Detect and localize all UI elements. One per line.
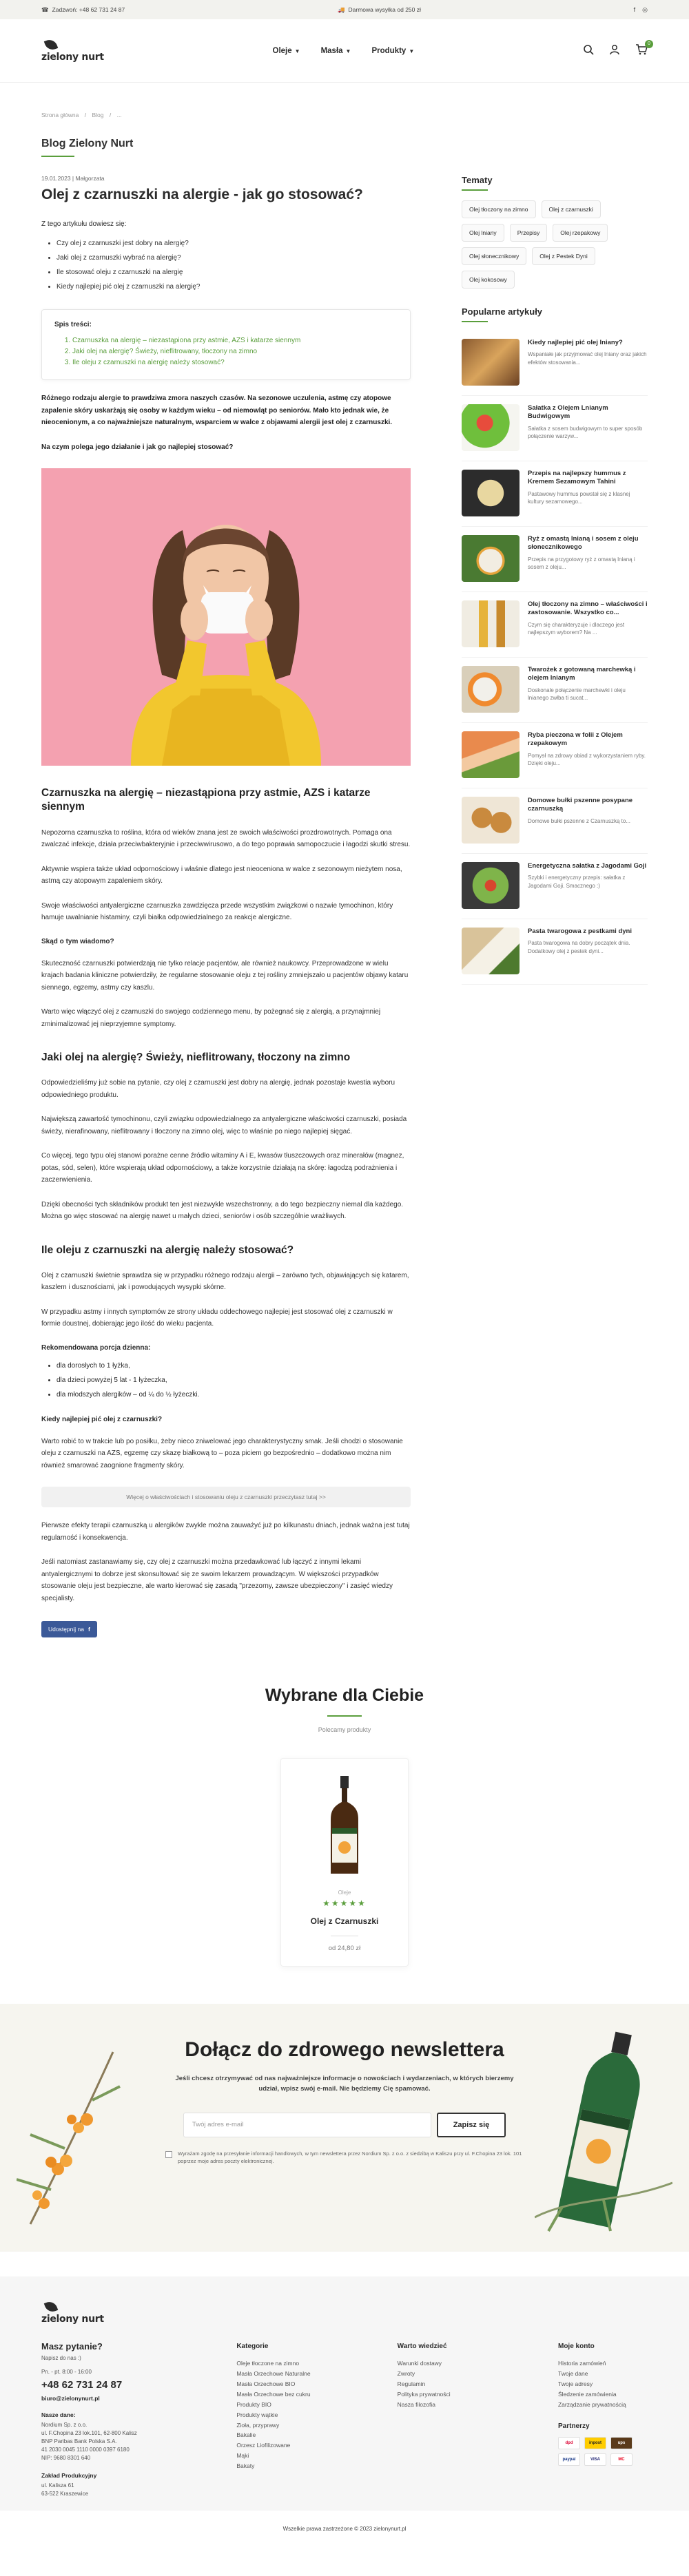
footer-col-info: [398, 2301, 487, 2498]
paragraph: W przypadku astmy i innych symptomów ze strony układu oddechowego najlepiej jest stosować olej z czarnuszki w formie doustnej, dobierając jego ilość do wieku pacjenta.: [41, 1308, 393, 1328]
paragraph: Dzięki obecności tych składników produkt ten jest niezwykle wszechstronny, a do tego bezpieczny niemal dla każdego. Można go więc stosować na alergię nawet u małych dzieci, seniorów i osób szczególnie wrażliwych.: [41, 1200, 404, 1221]
cart-count-badge: 0: [645, 40, 653, 48]
footer-factory-title: Zakład Produkcyjny: [41, 2472, 97, 2480]
cart-button[interactable]: [635, 41, 650, 58]
subheading: Skąd o tym wiadomo?: [41, 937, 114, 945]
article-thumbnail: [462, 535, 520, 582]
footer-logo[interactable]: [41, 2301, 165, 2325]
leaf-icon: [44, 37, 59, 52]
list-item: • Ile stosować oleju z czarnuszki na alergię: [56, 265, 411, 280]
article-thumbnail: [462, 928, 520, 974]
footer-link[interactable]: Masła Orzechowe Naturalne: [236, 2370, 311, 2378]
tag[interactable]: Olej z czarnuszki: [542, 200, 601, 218]
share-facebook-button[interactable]: [41, 1621, 97, 1637]
breadcrumb-sep: /: [109, 112, 112, 118]
paragraph: Warto robić to w trakcie lub po posiłku, żeby nieco zniwelować jego charakterystyczny smak. Jeśli chodzi o stosowanie oleju z czarnuszki na AZS, egzemę czy skazę białkową to – poza piciem go bezpośrednio – dodatkowo można nim również smarować zaognione fragmenty skóry.: [41, 1437, 403, 1469]
tag-list: [462, 200, 648, 289]
title-underline: [462, 189, 488, 191]
popular-article[interactable]: [462, 592, 648, 658]
popular-title: Popularne artykuły: [462, 306, 543, 317]
nav-item-produkty[interactable]: [371, 47, 414, 55]
popular-article-desc: Domowe bułki pszenne z Czarnuszką to...: [528, 817, 630, 824]
tag[interactable]: Olej lniany: [462, 224, 504, 242]
paragraph: Nepozorna czarnuszka to roślina, która od wieków znana jest ze swoich właściwości prozdrowotnych. Pomaga ona zwalczać infekcje, działa przeciwbakteryjnie i przeciwwirusowo, a do tego poprawia samopoczucie i łagodzi skutki stresu.: [41, 828, 411, 849]
dpd-logo: dpd: [558, 2437, 580, 2449]
toc-link[interactable]: 1. Czarnuszka na alergię – niezastąpiona przy astmie, AZS i katarze siennym: [72, 335, 398, 346]
user-icon[interactable]: [609, 44, 620, 58]
popular-article-desc: Sałatka z sosem budwigowym to super sposób połączenie warzyw...: [528, 425, 643, 440]
tag[interactable]: Olej tłoczony na zimno: [462, 200, 536, 218]
recommended-section: [41, 1686, 648, 1967]
subheading: Kiedy najlepiej pić olej z czarnuszki?: [41, 1415, 163, 1423]
popular-article[interactable]: [462, 527, 648, 592]
popular-article[interactable]: [462, 461, 648, 527]
list-item: • Czy olej z czarnuszki jest dobry na alergię?: [56, 236, 411, 251]
popular-article-title: Olej tłoczony na zimno – właściwości i zastosowanie. Wszystko co...: [528, 600, 648, 617]
popular-article-title: Sałatka z Olejem Lnianym Budwigowym: [528, 404, 608, 421]
article-thumbnail: [462, 862, 520, 909]
sea-buckthorn-branch-illustration: [17, 2031, 127, 2238]
paragraph: Największą zawartość tymochinonu, czyli związku odpowiedzialnego za antyalergiczne właściwości czarnuszki, posiada świeży, nierafinowany, nieflitrowany i tłoczony na zimno olej, więc to właśnie po niego najlepiej sięgać.: [41, 1116, 407, 1135]
popular-article[interactable]: [462, 396, 648, 461]
dose-list: [41, 1359, 411, 1402]
hero-image-woman-sneezing: [41, 468, 411, 766]
phone-icon: ☎: [41, 6, 49, 13]
tag[interactable]: Olej kokosowy: [462, 271, 515, 289]
product-name[interactable]: Olej z Czarnuszki: [310, 1916, 379, 1927]
footer-link[interactable]: Zioła, przyprawy: [236, 2421, 280, 2429]
topbar-shipping: [338, 6, 421, 14]
popular-article[interactable]: [462, 331, 648, 396]
footer-col-title: Moje konto: [557, 2343, 595, 2351]
footer-link[interactable]: Produkty wątkie: [236, 2411, 278, 2418]
consent-text: Wyrażam zgodę na przesyłanie informacji handlowych, w tym newslettera przez Nordium Sp. z o.o. z siedzibą w Kaliszu przy ul. F.Chopina 23 lok. 101 poprzez moje adres poczty elektronicznej.: [178, 2150, 522, 2164]
share-label: Udostępnij na: [48, 1626, 84, 1633]
list-item: • dla młodszych alergików – od ¼ do ½ łyżeczki.: [56, 1388, 411, 1402]
dose-title: Rekomendowana porcja dzienna:: [41, 1343, 151, 1352]
facebook-icon: f: [88, 1626, 90, 1633]
topbar-shipping-label: Darmowa wysyłka od 250 zł: [348, 6, 421, 13]
mastercard-logo: MC: [610, 2453, 633, 2466]
breadcrumb-blog[interactable]: Blog: [92, 112, 104, 118]
popular-article-desc: Czym się charakteryzuje i dlaczego jest najlepszym wyborem? Na ...: [528, 621, 625, 636]
footer-email[interactable]: biuro@zielonynurt.pl: [41, 2395, 100, 2402]
popular-article[interactable]: [462, 788, 648, 854]
footer-link[interactable]: Historia zamówień: [557, 2360, 606, 2367]
popular-article-title: Energetyczna sałatka z Jagodami Goji: [528, 862, 647, 870]
truck-icon: 🚚: [337, 6, 345, 13]
header-actions: [583, 41, 650, 58]
popular-article-desc: Pomysł na zdrowy obiad z wykorzystaniem ryby. Dzięki oleju...: [528, 752, 646, 767]
subscribe-button[interactable]: Zapisz się: [437, 2113, 506, 2137]
popular-article-desc: Pasta twarogowa na dobry początek dnia. Dodatkowy olej z pestek dyni...: [528, 940, 630, 954]
popular-article-desc: Przepis na przygotowy ryż z omastą lnianą i sosem z oleju...: [528, 556, 635, 571]
recommended-subtitle: Polecamy produkty: [318, 1726, 371, 1734]
section-heading: Ile oleju z czarnuszki na alergię należy stosować?: [41, 1244, 294, 1256]
product-category: Oleje: [338, 1889, 351, 1896]
footer-link[interactable]: Orzesz Liofilizowane: [236, 2442, 291, 2449]
footer-link[interactable]: Mąki: [236, 2452, 249, 2460]
instagram-icon[interactable]: ◎: [642, 6, 648, 13]
article: [41, 175, 411, 1637]
popular-article[interactable]: [462, 919, 648, 985]
popular-article-title: Ryba pieczona w folii z Olejem rzepakowym: [528, 731, 623, 748]
footer-factory: ul. Kalisza 61 63-522 Kraszewice: [41, 2482, 89, 2498]
newsletter-description: Jeśli chcesz otrzymywać od nas najważniejsze informacje o nowościach i wydarzeniach, w których bierzemy udział, wpisz swój e-mail. Nie będziemy Cię spamować.: [175, 2075, 514, 2093]
consent-checkbox[interactable]: [165, 2151, 172, 2158]
article-thumbnail: [462, 797, 520, 844]
sidebar: [462, 175, 648, 1637]
popular-article-title: Domowe bułki pszenne posypane czarnuszką: [528, 797, 633, 813]
popular-article-desc: Szybki i energetyczny przepis: sałatka z Jagodami Goji. Smacznego :): [528, 875, 626, 889]
email-input[interactable]: Twój adres e-mail: [183, 2113, 431, 2137]
main-nav: [273, 47, 415, 55]
list-item: • dla dzieci powyżej 5 lat - 1 łyżeczka,: [56, 1373, 411, 1388]
toc-title: Spis treści:: [54, 321, 92, 329]
footer-address: Nordium Sp. z o.o. ul. F.Chopina 23 lok.101, 62-800 Kalisz BNP Paribas Bank Polska S.A. 41 2030 0045 1110 0000 0397 6180 NIP: 9680 8301 640: [41, 2422, 137, 2462]
article-thumbnail: [462, 404, 520, 451]
newsletter-section: [0, 2004, 689, 2252]
title-underline: [327, 1715, 362, 1717]
footer-link[interactable]: Regulamin: [397, 2380, 426, 2388]
popular-article-title: Kiedy najlepiej pić olej lniany?: [528, 339, 623, 346]
popular-article-desc: Pastawowy hummus powstał się z klasnej kultury sezamowego...: [528, 490, 630, 505]
popular-list: [462, 331, 648, 985]
paragraph: Swoje właściwości antyalergiczne czarnuszka zawdzięcza przede wszystkim związkowi o nazwie tymochinon, który hamuje uwalnianie histaminy, czyli białka odpowiedzialnego za reakcje alergiczne.: [41, 901, 393, 922]
tag[interactable]: Olej słonecznikowy: [462, 247, 526, 265]
tag[interactable]: Przepisy: [510, 224, 548, 242]
topbar-phone[interactable]: [41, 6, 125, 14]
footer-address-title: Nasze dane:: [41, 2411, 76, 2419]
breadcrumb: [41, 112, 648, 118]
popular-article-title: Ryż z omastą lnianą i sosem z oleju słonecznikowego: [528, 535, 639, 552]
footer-hours2: Pn. - pt. 8:00 - 16:00: [41, 2369, 92, 2376]
article-thumbnail: [462, 470, 520, 516]
footer-link[interactable]: Masła Orzechowe BIO: [236, 2380, 296, 2388]
tag[interactable]: Olej rzepakowy: [553, 224, 608, 242]
footer-link[interactable]: Zwroty: [397, 2370, 415, 2378]
footer-link[interactable]: Polityka prywatności: [397, 2390, 451, 2398]
chevron-down-icon: ▼: [294, 48, 300, 54]
footer-link[interactable]: Nasza filozofia: [397, 2400, 435, 2408]
popular-article-desc: Wspaniałe jak przyjmować olej lniany oraz jakich efektów stosowania...: [528, 351, 647, 366]
popular-article[interactable]: [462, 723, 648, 788]
popular-article-title: Pasta twarogowa z pestkami dyni: [528, 928, 632, 935]
paragraph: Odpowiedzieliśmy już sobie na pytanie, czy olej z czarnuszki jest dobry na alergię, jednak pozostaje kwestia wyboru odpowiedniego produktu.: [41, 1079, 395, 1099]
breadcrumb-current: ...: [116, 112, 122, 118]
toc-link[interactable]: 3. Ile oleju z czarnuszki na alergię należy stosować?: [72, 357, 398, 368]
popular-article[interactable]: [462, 658, 648, 723]
footer-link[interactable]: Śledzenie zamówienia: [557, 2390, 617, 2398]
facebook-icon[interactable]: f: [633, 6, 636, 13]
site-footer: [0, 2276, 689, 2511]
nav-label: Oleje: [272, 46, 292, 55]
chevron-down-icon: ▼: [409, 48, 415, 54]
title-underline: [41, 156, 74, 157]
intro-label: Z tego artykułu dowiesz się:: [41, 220, 127, 229]
footer-link[interactable]: Warunki dostawy: [397, 2360, 442, 2367]
paypal-logo: paypal: [558, 2453, 580, 2466]
copyright: Wszelkie prawa zastrzeżone © 2023 zielonynurt.pl: [282, 2526, 407, 2533]
article-thumbnail: [462, 600, 520, 647]
footer-col-categories: [236, 2301, 326, 2498]
nav-item-oleje[interactable]: [273, 47, 300, 55]
paragraph: Aktywnie wspiera także układ odpornościowy i właśnie dlatego jest nieoceniona w walce z sezonowym nieżytem nosa, astmą czy atopowym zapaleniem skóry.: [41, 865, 402, 886]
paragraph: Co więcej, tego typu olej stanowi porażne cenne źródło witaminy A i E, kwasów tłuszczowych oraz minerałów (magnez, potas, sód, selen), które wspierają układ odpornościowy, a także korzystnie działają na skórę: łagodzą podrażnienia i zaczerwienienia.: [41, 1152, 404, 1184]
article-question: Na czym polega jego działanie i jak go najlepiej stosować?: [41, 443, 234, 451]
product-image: [288, 1770, 401, 1880]
product-price: od 24,80 zł: [328, 1945, 361, 1953]
tags-title: Tematy: [462, 175, 493, 185]
inpost-logo: inpost: [584, 2437, 606, 2449]
visa-logo: VISA: [584, 2453, 606, 2466]
social-links: [634, 6, 648, 14]
chevron-down-icon: ▼: [345, 48, 351, 54]
blog-title: Blog Zielony Nurt: [41, 138, 134, 149]
popular-article[interactable]: [462, 854, 648, 919]
footer-link[interactable]: Zarządzanie prywatnością: [557, 2400, 626, 2408]
nav-label: Masła: [320, 46, 343, 55]
oil-bottle-illustration: [535, 2024, 672, 2238]
breadcrumb-sep: /: [84, 112, 87, 118]
product-card[interactable]: [280, 1758, 409, 1967]
footer-col-title: Warto wiedzieć: [397, 2343, 447, 2351]
article-meta: 19.01.2023 | Małgorzata: [41, 175, 105, 182]
article-title: Olej z czarnuszki na alergie - jak go stosować?: [41, 187, 363, 202]
topbar-phone-label: Zadzwoń: +48 62 731 24 87: [52, 6, 125, 13]
newsletter-consent: [165, 2150, 524, 2166]
footer-col-account: [558, 2301, 648, 2498]
footer-link[interactable]: Masła Orzechowe bez cukru: [236, 2390, 311, 2398]
footer-link[interactable]: Oleje tłoczone na zimno: [236, 2360, 300, 2367]
logo-text: zielony nurt: [41, 51, 104, 63]
recommended-title: Wybrane dla Ciebie: [265, 1686, 424, 1706]
title-underline: [462, 321, 488, 322]
section-heading: Czarnuszka na alergię – niezastąpiona przy astmie, AZS i katarze siennym: [41, 787, 371, 813]
paragraph: Warto więc włączyć olej z czarnuszki do swojego codziennego menu, by pożegnać się z alergią, a przynajmniej zminimalizować jej nieprzyjemne symptomy.: [41, 1008, 381, 1028]
popular-article-title: Twarożek z gotowaną marchewką i olejem lnianym: [528, 666, 636, 682]
paragraph: Jeśli natomiast zastanawiamy się, czy olej z czarnuszki można przedawkować lub łączyć z innymi lekami antyalergicznymi to dobrze jest skonsultować się ze swoim lekarzem prowadzącym. W większości przypadków stosowanie oleju jest bezpieczne, ale warto kierować się zasadą "przezorny, zawsze ubezpieczony" i zasięć wiedzy specjalisty.: [41, 1558, 393, 1602]
popular-article-desc: Doskonale połączenie marchewki i oleju lnianego zwłba ti sucat...: [528, 687, 626, 702]
footer-link[interactable]: Bakaty: [236, 2462, 255, 2470]
footer-link[interactable]: Bakalie: [236, 2431, 256, 2439]
section-heading: Jaki olej na alergię? Świeży, nieflitrowany, tłoczony na zimno: [41, 1051, 351, 1064]
article-thumbnail: [462, 339, 520, 386]
partner-logos: [558, 2437, 641, 2466]
footer-phone[interactable]: +48 62 731 24 87: [41, 2379, 123, 2391]
ups-logo: ups: [610, 2437, 633, 2449]
list-item: • dla dorosłych to 1 łyżka,: [56, 1359, 411, 1373]
paragraph: Skuteczność czarnuszki potwierdzają nie tylko relacje pacjentów, ale również naukowcy. Przeprowadzone w wielu krajach badania kliniczne potwierdziły, że regularne stosowanie oleju z tej rośliny zmniejszało u pacjentów objawy kataru siennego, egzemy, astmy czy kaszlu.: [41, 959, 409, 992]
leaf-icon: [44, 2300, 59, 2314]
article-thumbnail: [462, 666, 520, 713]
tag[interactable]: Olej z Pestek Dyni: [532, 247, 595, 265]
newsletter-form: [165, 2113, 524, 2137]
newsletter-title: Dołącz do zdrowego newslettera: [185, 2038, 504, 2062]
footer-link[interactable]: Produkty BIO: [236, 2400, 271, 2408]
partners-title: Partnerzy: [557, 2422, 590, 2430]
logo-text: zielony nurt: [41, 2314, 104, 2325]
top-bar: [0, 0, 689, 19]
site-logo[interactable]: [41, 39, 104, 63]
article-lead: Różnego rodzaju alergie to prawdziwa zmora naszych czasów. Na sezonowe uczulenia, astmę czy atopowe zapalenie skóry uskarżają się osoby w każdym wieku – od niemowląt po seniorów. Mało kto jednak wie, że nieocenionym, a co najważniejsze naturalnym, wsparciem w walce z objawami alergii jest olej z czarnuszki.: [41, 395, 393, 427]
footer-col-title: Kategorie: [236, 2343, 269, 2351]
footer-hours: Napisz do nas :): [41, 2355, 81, 2362]
article-thumbnail: [462, 731, 520, 778]
footer-link[interactable]: Twoje adresy: [557, 2380, 593, 2388]
nav-item-masla[interactable]: [321, 47, 351, 55]
site-header: [0, 19, 689, 83]
paragraph: Olej z czarnuszki świetnie sprawdza się w przypadku różnego rodzaju alergii – zarówno tych, objawiających się katarem, kaszlem i dusznościami, jak i powodujących wysypki skórne.: [41, 1271, 409, 1292]
breadcrumb-home[interactable]: Strona główna: [41, 112, 79, 118]
nav-label: Produkty: [371, 46, 407, 55]
paragraph: Pierwsze efekty terapii czarnuszką u alergików zwykle można zauważyć już po kilkunastu dniach, jednak ważna jest tutaj regularność i konsekwencja.: [41, 1522, 410, 1542]
read-more-banner[interactable]: Więcej o właściwościach i stosowaniu oleju z czarnuszki przeczytasz tutaj >>: [41, 1487, 411, 1507]
rating-stars-icon: ★★★★★: [322, 1898, 367, 1909]
footer-question: Masz pytanie?: [41, 2341, 103, 2352]
footer-link[interactable]: Twoje dane: [557, 2370, 588, 2378]
list-item: • Kiedy najlepiej pić olej z czarnuszki na alergię?: [56, 280, 411, 294]
popular-article-title: Przepis na najlepszy hummus z Kremem Sezamowym Tahini: [528, 470, 626, 486]
toc-link[interactable]: 2. Jaki olej na alergię? Świeży, nieflitrowany, tłoczony na zimno: [72, 346, 398, 357]
list-item: • Jaki olej z czarnuszki wybrać na alergię?: [56, 251, 411, 265]
footer-contact: [41, 2301, 165, 2498]
intro-list: [41, 236, 411, 294]
table-of-contents: [41, 309, 411, 380]
search-icon[interactable]: [583, 44, 594, 58]
